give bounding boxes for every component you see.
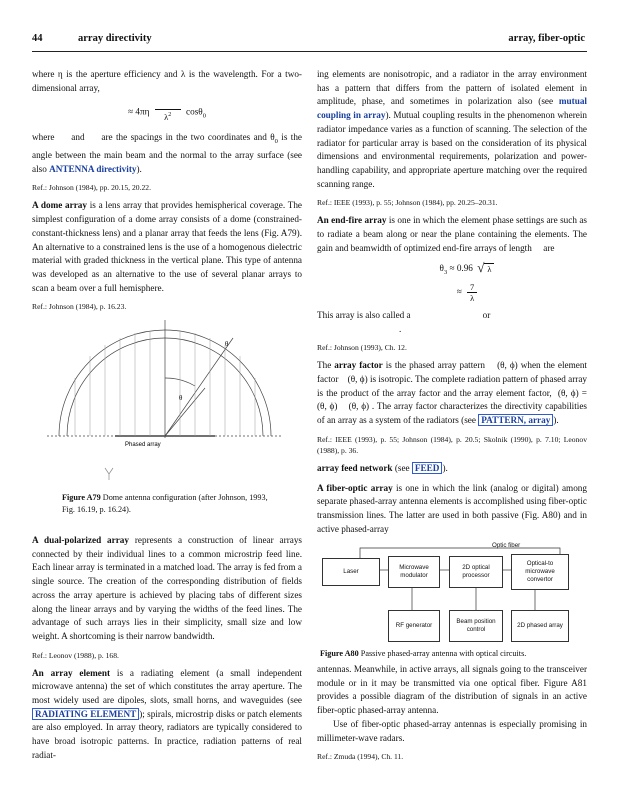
term-end-fire: An end-fire array [317, 215, 387, 226]
link-feed[interactable]: FEED [412, 462, 443, 474]
eq1-lead: ≈ 4πη [128, 106, 150, 117]
reference-5: Ref.: Johnson (1993), Ch. 12. [317, 343, 407, 353]
para-spacings: where and are the spacings in the two coordinates and $\theta_0$ is the angle between the main beam and the normal to the array surface (see also ANTENNA directivity). [32, 132, 302, 174]
term-dual-polarized: A dual-polarized array [32, 535, 129, 545]
eq1-exponent: 2 [168, 112, 172, 119]
para-millimeter: Use of fiber-optic phased-array antennas is especially promising in millimeter-wave radars. [317, 718, 587, 743]
running-head-left: array directivity [78, 33, 152, 44]
equation-2d-directivity [32, 103, 302, 123]
para-radiators: ing elements are nonisotropic, and a radiator in the array environment has a pattern that differs from the pattern of isolated element in amplitude, phase, and sometimes in polarization also (see mutual coupling in array). Mutual coupling results in the phenomenon wherein radiator impedance varies as a function of scanning. The selection of the radiator for particular array is based on the consideration of its physical dimensions and environmental requirements, polarization and power-handling capability, and appropriate aperture matching over the required scanning range. [317, 69, 587, 189]
eq1-subscript: 0 [202, 112, 206, 120]
para-dual-polarized: A dual-polarized array represents a construction of linear arrays connected by their individual lines to a common microstrip feed line. Each linear array is terminated in a matched load. The array is fed from a single source. The creation of the corresponding distribution of fields across the array aperture is achieved by placing tabs of different sizes along the linear arrays and by varying the widths of the feed lines. The advantage of such arrays lies in their simplicity, small size and low weight. A shortcoming is their narrow bandwidth. [32, 535, 302, 641]
link-mutual-coupling[interactable]: mutual coupling in array [317, 96, 587, 121]
figure-a79-dome-diagram [45, 318, 285, 493]
equation-beamwidth: $\theta_3 \approx 0.96$ √ λ [347, 261, 587, 280]
left-column-top [32, 68, 302, 318]
feed-symbol [105, 468, 113, 480]
reference-4: Ref.: IEEE (1993), p. 55; Johnson (1984), pp. 20.25–20.31. [317, 198, 498, 208]
equation-gain: ≈ $\frac{7}{\lambda}$ [347, 282, 587, 303]
eq1-trail: cosθ [186, 106, 203, 117]
box-rf-generator: RF generator [388, 610, 440, 642]
reference-1: Ref.: Johnson (1984), pp. 20.15, 20.22. [32, 183, 151, 193]
term-feed-network: array feed network [317, 462, 393, 473]
para-feed-network: array feed network (see FEED ). [317, 462, 448, 473]
box-converter: Optical-to microwave convertor [511, 554, 569, 590]
running-head-right: array, fiber-optic [508, 33, 585, 44]
label-phased-array: Phased array [125, 442, 161, 448]
para-active-arrays: antennas. Meanwhile, in active arrays, all signals going to the transceiver module or in it may be transmitted via one optical fiber. Figure A81 provides a possible diagram of the distribution of signals in an active fiber-optic phased-array antenna. [317, 664, 587, 716]
reference-3: Ref.: Leonov (1988), p. 168. [32, 650, 119, 660]
term-array-factor: array factor [334, 360, 383, 371]
box-phased-array: 2D phased array [511, 610, 569, 642]
link-radiating-element[interactable]: RADIATING ELEMENT [32, 708, 139, 720]
link-pattern-array[interactable]: PATTERN, array [478, 414, 553, 426]
label-optic-fiber: Optic fiber [492, 542, 521, 549]
label-theta: θ [179, 394, 183, 402]
para-also-called-end: . [399, 323, 402, 334]
beam-line-outer [165, 338, 233, 436]
para-fiber-optic: A fiber-optic array is one in which the link (analog or digital) among separate phased-array antenna elements is accomplished using fiber-optic transmission lines. The latter are used in both passive (Fig. A80) and in active phased-array [317, 482, 587, 534]
beam-line-inner [165, 388, 205, 436]
reference-2: Ref.: Johnson (1984), p. 16.23. [32, 302, 127, 312]
label-theta0: θ [225, 340, 229, 348]
eq1-denominator: λ [164, 112, 169, 123]
para-also-called: This array is also called a or [317, 309, 491, 320]
para-array-element: An array element is a radiating element (a small independent microwave antenna) the set of which constitutes the array aperture. The most widely used are dipoles, slots, small horns, and waveguides (see RADIATING ELEMENT ); spirals, microstrip disks or patch elements are also employed. In array theory, radiators are typically considered to have broad isotropic patterns. In practice, radiation patterns of real radiat- [32, 667, 302, 760]
term-dome-array: A dome array [32, 200, 87, 211]
figure-a80-caption: Figure A80 Passive phased-array antenna with optical circuits. [320, 649, 527, 658]
box-optical-processor: 2D optical processor [449, 556, 503, 588]
box-laser: Laser [322, 558, 380, 586]
para-array-factor: The array factor is the phased array pattern (θ, ϕ) when the element factor (θ, ϕ) is isotropic. The complete radiation pattern of phased array is the product of the array factor and the array element factor, (θ, ϕ) = (θ, ϕ) (θ, ϕ) . The array factor characterizes the directivity capabilities of an array as a system of the radiators (see PATTERN, array ). [317, 360, 597, 426]
para-dome-array: A dome array is a lens array that provides hemispherical coverage. The simplest configuration of a dome array consists of a dome (constrained-constant-thickness lens) and a planar array that feeds the lens (Fig. A79). An alternative to a constrained lens is the use of a homogenous dielectric material with graded thickness in the vertical plane. This type of antenna was developed as an alternative to the use of several planar arrays to scan a beam over a full hemisphere. [32, 200, 303, 293]
figure-a79-caption: Figure A79 Dome antenna configuration (after Johnson, 1993, Fig. 16.19, p. 16.24). [62, 493, 268, 514]
right-column [317, 68, 597, 542]
term-array-element: An array element [32, 667, 111, 678]
link-antenna-directivity[interactable]: ANTENNA directivity [49, 163, 137, 174]
header-rule [32, 51, 587, 52]
term-fiber-optic: A fiber-optic array [317, 482, 393, 493]
para-aperture: where η is the aperture efficiency and λ is the wavelength. For a two-dimensional array, [32, 69, 302, 93]
box-beam-control: Beam position control [449, 610, 503, 642]
box-microwave-modulator: Microwave modulator [388, 556, 440, 588]
page-number: 44 [32, 33, 43, 44]
left-column-bottom [32, 534, 302, 769]
figure-a80-diagram [320, 540, 590, 645]
reference-6: Ref.: IEEE (1993), p. 55; Johnson (1984), p. 20.5; Skolnik (1990), p. 7.10; Leonov (1988), p. 36. [317, 434, 587, 455]
reference-7: Ref.: Zmuda (1994), Ch. 11. [317, 752, 404, 762]
right-column-bottom [317, 663, 587, 768]
para-end-fire: An end-fire array is one in which the element phase settings are such as to radiate a beam along or near the plane containing the elements. The gain and beamwidth of optimized end-fire arrays of length are [317, 215, 590, 253]
